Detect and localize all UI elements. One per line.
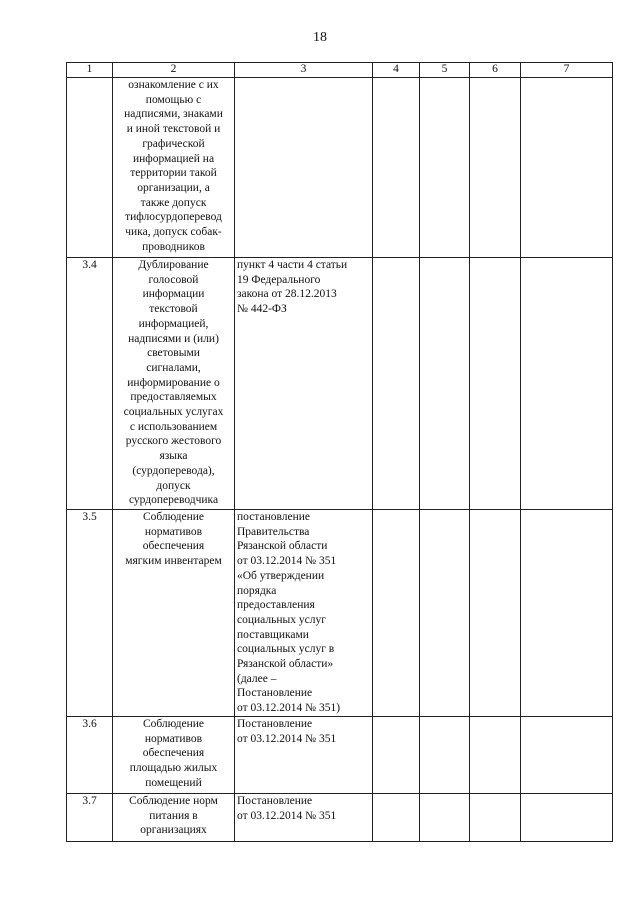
empty-cell [470,510,521,717]
legal-basis: постановление Правительства Рязанской области от 03.12.2014 № 351 «Об утверждении порядка предоставления социальных услуг поставщиками социальных услуг в Рязанской области» (далее – Постановление от 03.12.2014 № 351) [235,510,373,717]
empty-cell [420,510,470,717]
empty-cell [470,716,521,793]
empty-cell [521,510,613,717]
empty-cell [373,258,420,510]
column-header: 7 [521,63,613,78]
empty-cell [470,258,521,510]
empty-cell [470,78,521,258]
row-number: 3.7 [67,793,113,841]
column-header: 4 [373,63,420,78]
column-header: 3 [235,63,373,78]
row-number: 3.4 [67,258,113,510]
requirements-table [66,62,613,842]
row-number [67,78,113,258]
requirement-text: Соблюдение норм питания в организациях [113,793,235,841]
empty-cell [420,78,470,258]
empty-cell [521,78,613,258]
empty-cell [373,78,420,258]
legal-basis: Постановление от 03.12.2014 № 351 [235,716,373,793]
table-row [67,793,613,841]
column-header: 1 [67,63,113,78]
empty-cell [373,716,420,793]
column-header: 6 [470,63,521,78]
table-row [67,258,613,510]
empty-cell [521,716,613,793]
empty-cell [420,258,470,510]
legal-basis [235,78,373,258]
empty-cell [373,510,420,717]
empty-cell [420,716,470,793]
row-number: 3.6 [67,716,113,793]
empty-cell [521,258,613,510]
column-header: 5 [420,63,470,78]
empty-cell [521,793,613,841]
legal-basis: пункт 4 части 4 статьи 19 Федерального закона от 28.12.2013 № 442-ФЗ [235,258,373,510]
table-row [67,78,613,258]
page-number: 18 [313,30,327,45]
empty-cell [470,793,521,841]
requirement-text: Соблюдение нормативов обеспечения мягким инвентарем [113,510,235,717]
empty-cell [420,793,470,841]
legal-basis: Постановление от 03.12.2014 № 351 [235,793,373,841]
empty-cell [373,793,420,841]
table-row [67,510,613,717]
table-row [67,716,613,793]
requirement-text: ознакомление с их помощью с надписями, знаками и иной текстовой и графической информацией на территории такой организации, а также допуск тифлосурдоперевод чика, допуск собак- проводников [113,78,235,258]
column-header: 2 [113,63,235,78]
requirement-text: Дублирование голосовой информации текстовой информацией, надписями и (или) световыми сигналами, информирование о предоставляемых социальных услугах с использованием русского жестового языка (сурдоперевода), допуск сурдопереводчика [113,258,235,510]
requirement-text: Соблюдение нормативов обеспечения площадью жилых помещений [113,716,235,793]
row-number: 3.5 [67,510,113,717]
table-header-row [67,63,613,78]
